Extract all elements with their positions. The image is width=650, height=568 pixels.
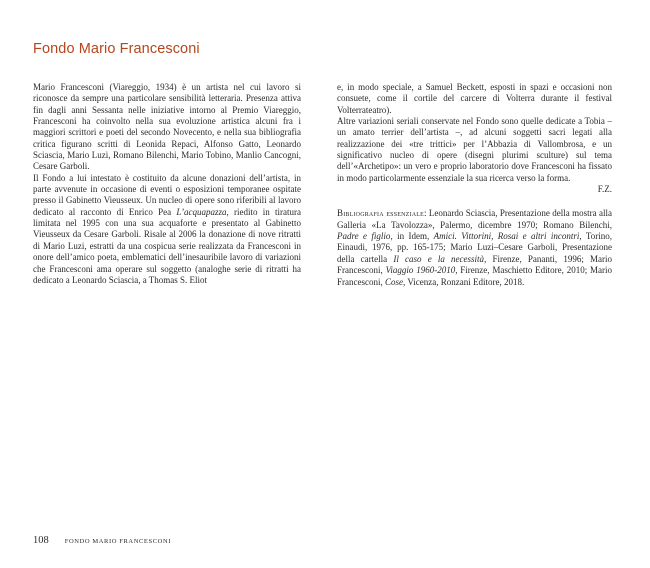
bib-text-4: , in Idem, bbox=[390, 231, 434, 242]
bib-text-9: , Vicenza, Ronzani Editore, 2018. bbox=[402, 276, 525, 287]
running-head: FONDO MARIO FRANCESCONI bbox=[64, 538, 172, 545]
page-footer bbox=[33, 535, 171, 546]
bib-text-6: della cartella bbox=[337, 253, 394, 264]
bibliography-heading: Bibliografia essenziale bbox=[337, 208, 424, 219]
paragraph-fondo-text-1: Il Fondo a lui intestato è costituito da alcune donazioni dell’artista, in parte avvenute in occasione di eventi o esposizioni temporanee ospitate presso il Gabinetto Vieusseux. Un nucleo di opere sono riferibili al lavoro dedicato al racconto di Enrico Pea bbox=[33, 172, 301, 217]
bib-title-3: Presentazione bbox=[562, 242, 612, 253]
paragraph-fondo-text-2: , riedito in tiratura limitata nel 1995 con una sua acquaforte e presentato al Gabinetto Vieusseux da Cesare Garboli. Risale al 2006 la donazione di nove ritratti di Mario Luzi, estratti da una cospicua serie realizzata da Francesconi in onore dell’amico poeta, emblematici dell’inesauribile lavoro di variazioni che Francesconi ama operare sul soggetto (analoghe serie di ritratti ha dedicato a Leonardo Sciascia, a Thomas S. Eliot bbox=[33, 206, 301, 285]
page-title: Fondo Mario Francesconi bbox=[33, 41, 200, 57]
bib-title-1: Padre e figlio bbox=[337, 231, 391, 242]
bib-text-3: della mostra alla Galleria «La Tavolozza», Palermo, dicembre 1970; Romano Bilenchi, bbox=[337, 208, 612, 230]
bib-title-6: Cose bbox=[384, 276, 403, 287]
author-initials: F.Z. bbox=[597, 184, 612, 195]
book-title-acquapazza: L’acquapazza bbox=[176, 206, 227, 217]
bib-title-5: Viaggio 1960-2010 bbox=[385, 265, 456, 276]
text-column-left bbox=[33, 82, 301, 286]
bib-text-8: , Firenze, Maschietto Editore, 2010; Mario Francesconi, bbox=[337, 265, 613, 287]
bib-title-2: Amici. Vittorini, Rosai e altri incontri bbox=[433, 231, 580, 242]
bibliography-section bbox=[337, 208, 612, 287]
bib-text-5: , Torino, Einaudi, 1976, pp. 165-175; Mario Luzi–Cesare Garboli, bbox=[337, 231, 612, 253]
bib-title-4: Il caso e la necessità bbox=[393, 253, 485, 264]
paragraph-fondo bbox=[33, 173, 301, 286]
bib-text-7: , Firenze, Pananti, 1996; Mario Francesconi, bbox=[337, 253, 613, 276]
text-column-right bbox=[337, 82, 612, 288]
bibliography-text bbox=[337, 208, 612, 287]
page-number: 108 bbox=[33, 535, 49, 546]
paragraph-continuation: e, in modo speciale, a Samuel Beckett, esposti in spazi e occasioni non consuete, come il cortile del carcere di Volterra durante il festival Volterrateatro). bbox=[337, 82, 612, 115]
paragraph-intro: Mario Francesconi (Viareggio, 1934) è un artista nel cui lavoro si riconosce da sempre una particolare sensibilità letteraria. Presenza attiva fin dagli anni Sessanta nelle iniziative intorno al Premio Viareggio, Francesconi ha coinvolto nella sua evoluzione artistica alcuni fra i maggiori scrittori e poeti del secondo Novecento, e nella sua bibliografia critica figurano scritti di Leonida Repaci, Alfonso Gatto, Leonardo Sciascia, Mario Luzi, Romano Bilenchi, Mario Tobino, Manlio Cancogni, Cesare Garboli. bbox=[33, 82, 301, 172]
bib-text-1: : Leonardo Sciascia, bbox=[423, 208, 500, 219]
paragraph-variations: Altre variazioni seriali conservate nel Fondo sono quelle dedicate a Tobia – un amato terrier dell’artista –, ad alcuni soggetti sacri legati alla realizzazione dei «tre trittici» per l’Abbazia di Vallombrosa, e un significativo nucleo di opere (disegni plurimi sculture) sul tema dell’«Archetipo»: un vero e proprio laboratorio dove Francesconi ha fissato in modo particolarmente essenziale la sua ricerca verso la forma. bbox=[337, 116, 612, 183]
bib-text-2: Presentazione bbox=[499, 208, 550, 219]
